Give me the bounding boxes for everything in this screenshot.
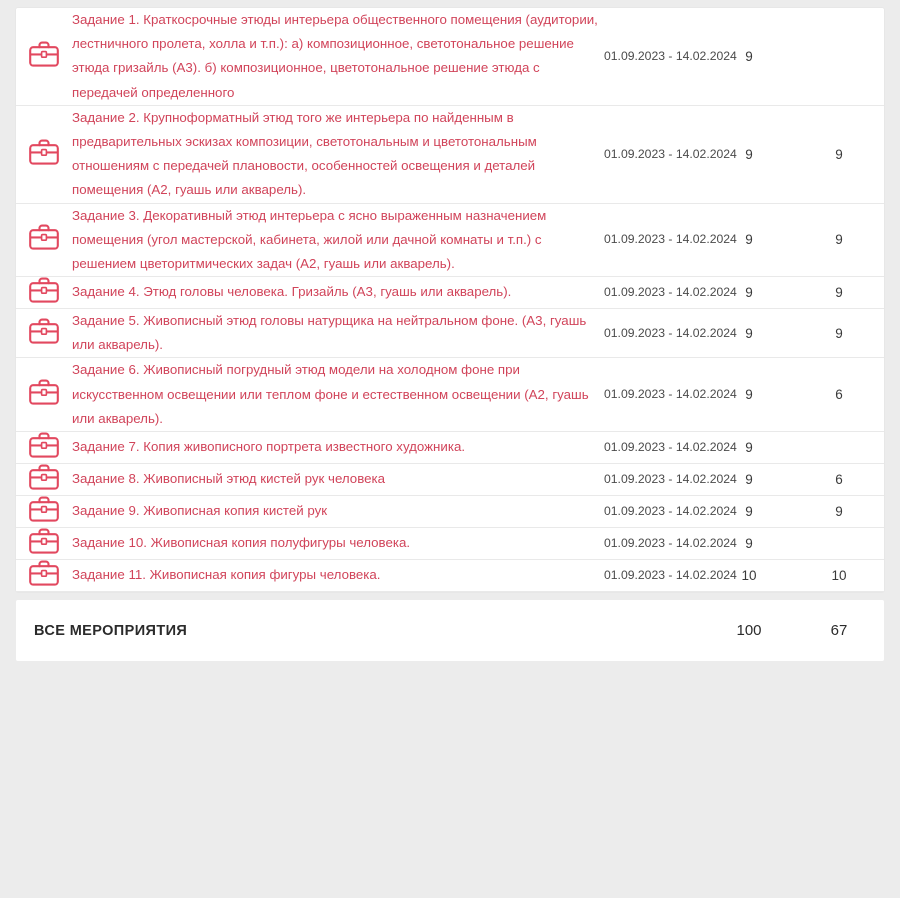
briefcase-icon <box>29 41 59 67</box>
task-fact-cell <box>794 528 884 560</box>
task-name-link[interactable]: Задание 2. Крупноформатный этюд того же интерьера по найденным в предварительных эскизах композиции, светотональным и цветотональным отношениям с передачей плановости, особенностей освещения и деталей помещения (А2, гуашь или акварель). <box>72 109 537 198</box>
task-plan-cell: 9 <box>704 277 794 309</box>
briefcase-icon <box>29 139 59 165</box>
top-spacer <box>16 0 884 8</box>
row-icon-cell <box>16 203 72 277</box>
briefcase-icon <box>29 496 59 522</box>
row-icon-cell <box>16 528 72 560</box>
table-row <box>16 358 884 432</box>
task-fact-cell <box>794 8 884 105</box>
tasks-table-container <box>16 8 884 592</box>
task-dates-cell: 01.09.2023 - 14.02.2024 <box>604 105 704 203</box>
briefcase-icon <box>29 379 59 405</box>
table-row <box>16 277 884 309</box>
task-plan-cell: 9 <box>704 528 794 560</box>
row-icon-cell <box>16 432 72 464</box>
row-icon-cell <box>16 496 72 528</box>
task-dates-cell: 01.09.2023 - 14.02.2024 <box>604 203 704 277</box>
task-fact-cell: 6 <box>794 464 884 496</box>
row-icon-cell <box>16 277 72 309</box>
task-fact-cell: 9 <box>794 105 884 203</box>
table-row <box>16 528 884 560</box>
table-row <box>16 203 884 277</box>
briefcase-icon <box>29 318 59 344</box>
task-plan-cell: 9 <box>704 105 794 203</box>
row-icon-cell <box>16 105 72 203</box>
task-fact-cell: 10 <box>794 560 884 592</box>
tasks-table <box>16 8 884 592</box>
task-name-cell[interactable] <box>72 432 604 464</box>
totals-label: ВСЕ МЕРОПРИЯТИЯ <box>34 622 188 639</box>
task-name-link[interactable]: Задание 1. Краткосрочные этюды интерьера общественного помещения (аудитории, лестничного пролета, холла и т.п.): а) композиционное, светотональное решение этюда гризайль (А3). б) композиционное, цветотональное решение этюда с передачей определенного <box>72 12 598 100</box>
task-name-cell[interactable] <box>72 309 604 358</box>
task-fact-cell: 9 <box>794 496 884 528</box>
task-fact-cell: 9 <box>794 277 884 309</box>
task-name-link[interactable]: Задание 9. Живописная копия кистей рук <box>72 503 328 519</box>
table-row <box>16 309 884 358</box>
row-icon-cell <box>16 464 72 496</box>
task-dates-cell: 01.09.2023 - 14.02.2024 <box>604 560 704 592</box>
task-name-cell[interactable] <box>72 8 604 105</box>
briefcase-icon <box>29 277 59 303</box>
task-plan-cell: 9 <box>704 358 794 432</box>
task-plan-cell: 9 <box>704 309 794 358</box>
task-dates-cell: 01.09.2023 - 14.02.2024 <box>604 309 704 358</box>
task-dates-cell: 01.09.2023 - 14.02.2024 <box>604 496 704 528</box>
row-icon-cell <box>16 560 72 592</box>
task-name-link[interactable]: Задание 4. Этюд головы человека. Гризайль (А3, гуашь или акварель). <box>72 284 512 300</box>
task-fact-cell: 6 <box>794 358 884 432</box>
task-name-link[interactable]: Задание 8. Живописный этюд кистей рук человека <box>72 471 386 487</box>
task-name-cell[interactable] <box>72 203 604 277</box>
tasks-table-body <box>16 8 884 592</box>
task-name-cell[interactable] <box>72 560 604 592</box>
task-name-link[interactable]: Задание 10. Живописная копия полуфигуры человека. <box>72 535 411 551</box>
table-row <box>16 105 884 203</box>
briefcase-icon <box>29 224 59 250</box>
task-name-cell[interactable] <box>72 358 604 432</box>
task-dates-cell: 01.09.2023 - 14.02.2024 <box>604 432 704 464</box>
briefcase-icon <box>29 560 59 586</box>
row-icon-cell <box>16 309 72 358</box>
row-icon-cell <box>16 358 72 432</box>
table-row <box>16 8 884 105</box>
task-plan-cell: 9 <box>704 203 794 277</box>
briefcase-icon <box>29 528 59 554</box>
task-fact-cell: 9 <box>794 203 884 277</box>
task-fact-cell <box>794 432 884 464</box>
totals-plan: 100 <box>736 622 762 639</box>
table-row <box>16 464 884 496</box>
task-name-cell[interactable] <box>72 277 604 309</box>
task-plan-cell: 9 <box>704 496 794 528</box>
totals-table <box>16 600 884 661</box>
table-row <box>16 496 884 528</box>
task-dates-cell: 01.09.2023 - 14.02.2024 <box>604 528 704 560</box>
task-name-link[interactable]: Задание 5. Живописный этюд головы натурщика на нейтральном фоне. (А3, гуашь или акварель). <box>72 313 587 353</box>
task-dates-cell: 01.09.2023 - 14.02.2024 <box>604 277 704 309</box>
task-name-cell[interactable] <box>72 464 604 496</box>
table-row <box>16 560 884 592</box>
totals-container <box>16 600 884 661</box>
task-name-link[interactable]: Задание 6. Живописный погрудный этюд модели на холодном фоне при искусственном освещении или теплом фоне и естественном освещении (А2, гуашь или акварель). <box>72 362 589 426</box>
task-name-link[interactable]: Задание 11. Живописная копия фигуры человека. <box>72 567 381 583</box>
task-plan-cell: 9 <box>704 432 794 464</box>
task-name-cell[interactable] <box>72 496 604 528</box>
table-row <box>16 432 884 464</box>
task-dates-cell: 01.09.2023 - 14.02.2024 <box>604 358 704 432</box>
task-dates-cell: 01.09.2023 - 14.02.2024 <box>604 464 704 496</box>
task-name-cell[interactable] <box>72 105 604 203</box>
totals-fact: 67 <box>830 622 848 639</box>
totals-row <box>16 600 884 661</box>
task-plan-cell: 9 <box>704 8 794 105</box>
task-name-link[interactable]: Задание 3. Декоративный этюд интерьера с ясно выраженным назначением помещения (угол мастерской, кабинета, жилой или дачной комнаты и т.п.) с решением цветоритмических задач (А2, гуашь или акварель). <box>72 207 547 271</box>
briefcase-icon <box>29 432 59 458</box>
row-icon-cell <box>16 8 72 105</box>
task-name-link[interactable]: Задание 7. Копия живописного портрета известного художника. <box>72 439 466 455</box>
task-dates-cell: 01.09.2023 - 14.02.2024 <box>604 8 704 105</box>
briefcase-icon <box>29 464 59 490</box>
task-plan-cell: 10 <box>704 560 794 592</box>
task-name-cell[interactable] <box>72 528 604 560</box>
task-plan-cell: 9 <box>704 464 794 496</box>
task-fact-cell: 9 <box>794 309 884 358</box>
